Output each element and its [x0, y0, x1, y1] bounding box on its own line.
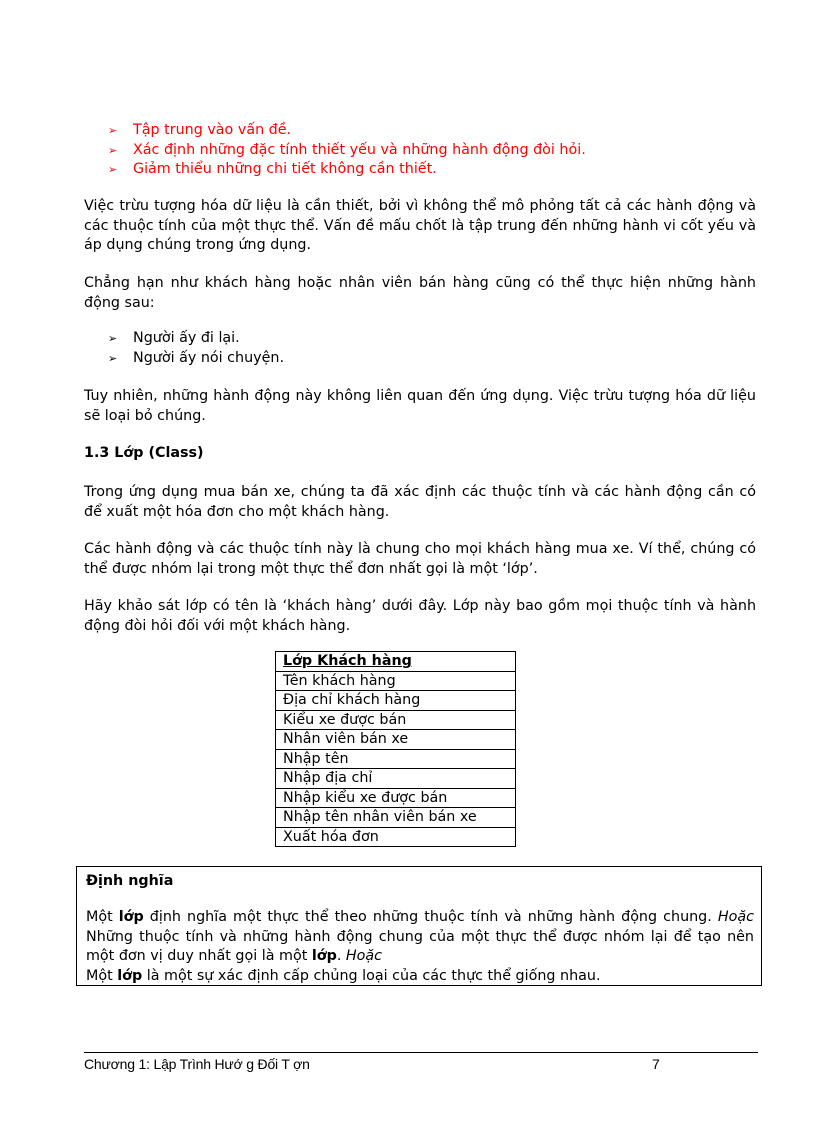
table-cell: Nhập tên [276, 749, 516, 769]
table-cell: Nhập kiểu xe được bán [276, 788, 516, 808]
arrow-bullet-icon: ➢ [108, 351, 118, 365]
action-bullet-list [108, 329, 284, 368]
table-row [276, 788, 516, 808]
paragraph-class-grouping: Các hành động và các thuộc tính này là chung cho mọi khách hàng mua xe. Ví thể, chúng có thể được nhóm lại trong một thực thể đơn nhất gọi là một ‘lớp’. [84, 541, 756, 577]
table-row [276, 769, 516, 789]
table-cell: Kiểu xe được bán [276, 710, 516, 730]
definition-body: Một lớp định nghĩa một thực thể theo những thuộc tính và những hành động chung. Hoặc Những thuộc tính và những hành động chung của một thực thể được nhóm lại để tạo nên một đơn vị duy nhất gọi là một lớp. Hoặc Một lớp là một sự xác định cấp chủng loại của các thực thể giống nhau. [86, 909, 755, 984]
table-row [276, 691, 516, 711]
page-number: 7 [652, 1056, 660, 1072]
arrow-bullet-icon: ➢ [108, 163, 118, 176]
table-row [276, 808, 516, 828]
table-row [276, 710, 516, 730]
paragraph-irrelevant-actions: Tuy nhiên, những hành động này không liên quan đến ứng dụng. Việc trừu tượng hóa dữ liệu sẽ loại bỏ chúng. [84, 388, 756, 424]
red-bullet-list [108, 121, 586, 180]
paragraph-car-sales-app: Trong ứng dụng mua bán xe, chúng ta đã xác định các thuộc tính và các hành động cần có để xuất một hóa đơn cho một khách hàng. [84, 484, 756, 520]
table-cell: Tên khách hàng [276, 671, 516, 691]
table-header-cell: Lớp Khách hàng [276, 652, 516, 672]
table-row [276, 827, 516, 847]
bold-term: lớp [117, 967, 143, 984]
table-header-row [276, 652, 516, 672]
or-connector: Hoặc [345, 948, 383, 964]
bold-term: lớp [311, 948, 337, 964]
definition-box [76, 866, 762, 986]
footer-chapter-title: Chương 1: Lập Trình Hướ g Đối T ợn [84, 1056, 310, 1072]
arrow-bullet-icon: ➢ [108, 332, 118, 345]
or-connector: Hoặc [717, 909, 755, 925]
table-row [276, 749, 516, 769]
customer-class-table [275, 651, 516, 847]
paragraph-example-actions: Chẳng hạn như khách hàng hoặc nhân viên bán hàng cũng có thể thực hiện những hành động sau: [84, 275, 756, 311]
list-item: ➢ Người ấy đi lại. [108, 329, 284, 349]
table-cell: Nhập tên nhân viên bán xe [276, 808, 516, 828]
table-cell: Xuất hóa đơn [276, 827, 516, 847]
definition-title: Định nghĩa [86, 873, 174, 889]
list-item: ➢ Tập trung vào vấn đề. [108, 121, 586, 141]
list-item: ➢ Giảm thiểu những chi tiết không cần thiết. [108, 160, 586, 180]
footer-divider [84, 1052, 758, 1053]
table-cell: Địa chỉ khách hàng [276, 691, 516, 711]
table-cell: Nhập địa chỉ [276, 769, 516, 789]
table-row [276, 671, 516, 691]
arrow-bullet-icon: ➢ [108, 143, 118, 157]
list-item: ➢ Người ấy nói chuyện. [108, 349, 284, 369]
list-item: ➢ Xác định những đặc tính thiết yếu và những hành động đòi hỏi. [108, 141, 586, 161]
section-heading: 1.3 Lớp (Class) [84, 445, 204, 461]
bold-term: lớp [118, 909, 144, 925]
paragraph-abstraction-necessity: Việc trừu tượng hóa dữ liệu là cần thiết, bởi vì không thể mô phỏng tất cả các hành động và các thuộc tính của một thực thể. Vấn đề mấu chốt là tập trung đến những hành vi cốt yếu và áp dụng chúng trong ứng dụng. [84, 198, 756, 253]
table-cell: Nhân viên bán xe [276, 730, 516, 750]
paragraph-customer-class: Hãy khảo sát lớp có tên là ‘khách hàng’ dưới đây. Lớp này bao gồm mọi thuộc tính và hành động đòi hỏi đối với một khách hàng. [84, 598, 756, 634]
table-row [276, 730, 516, 750]
arrow-bullet-icon: ➢ [108, 124, 118, 137]
